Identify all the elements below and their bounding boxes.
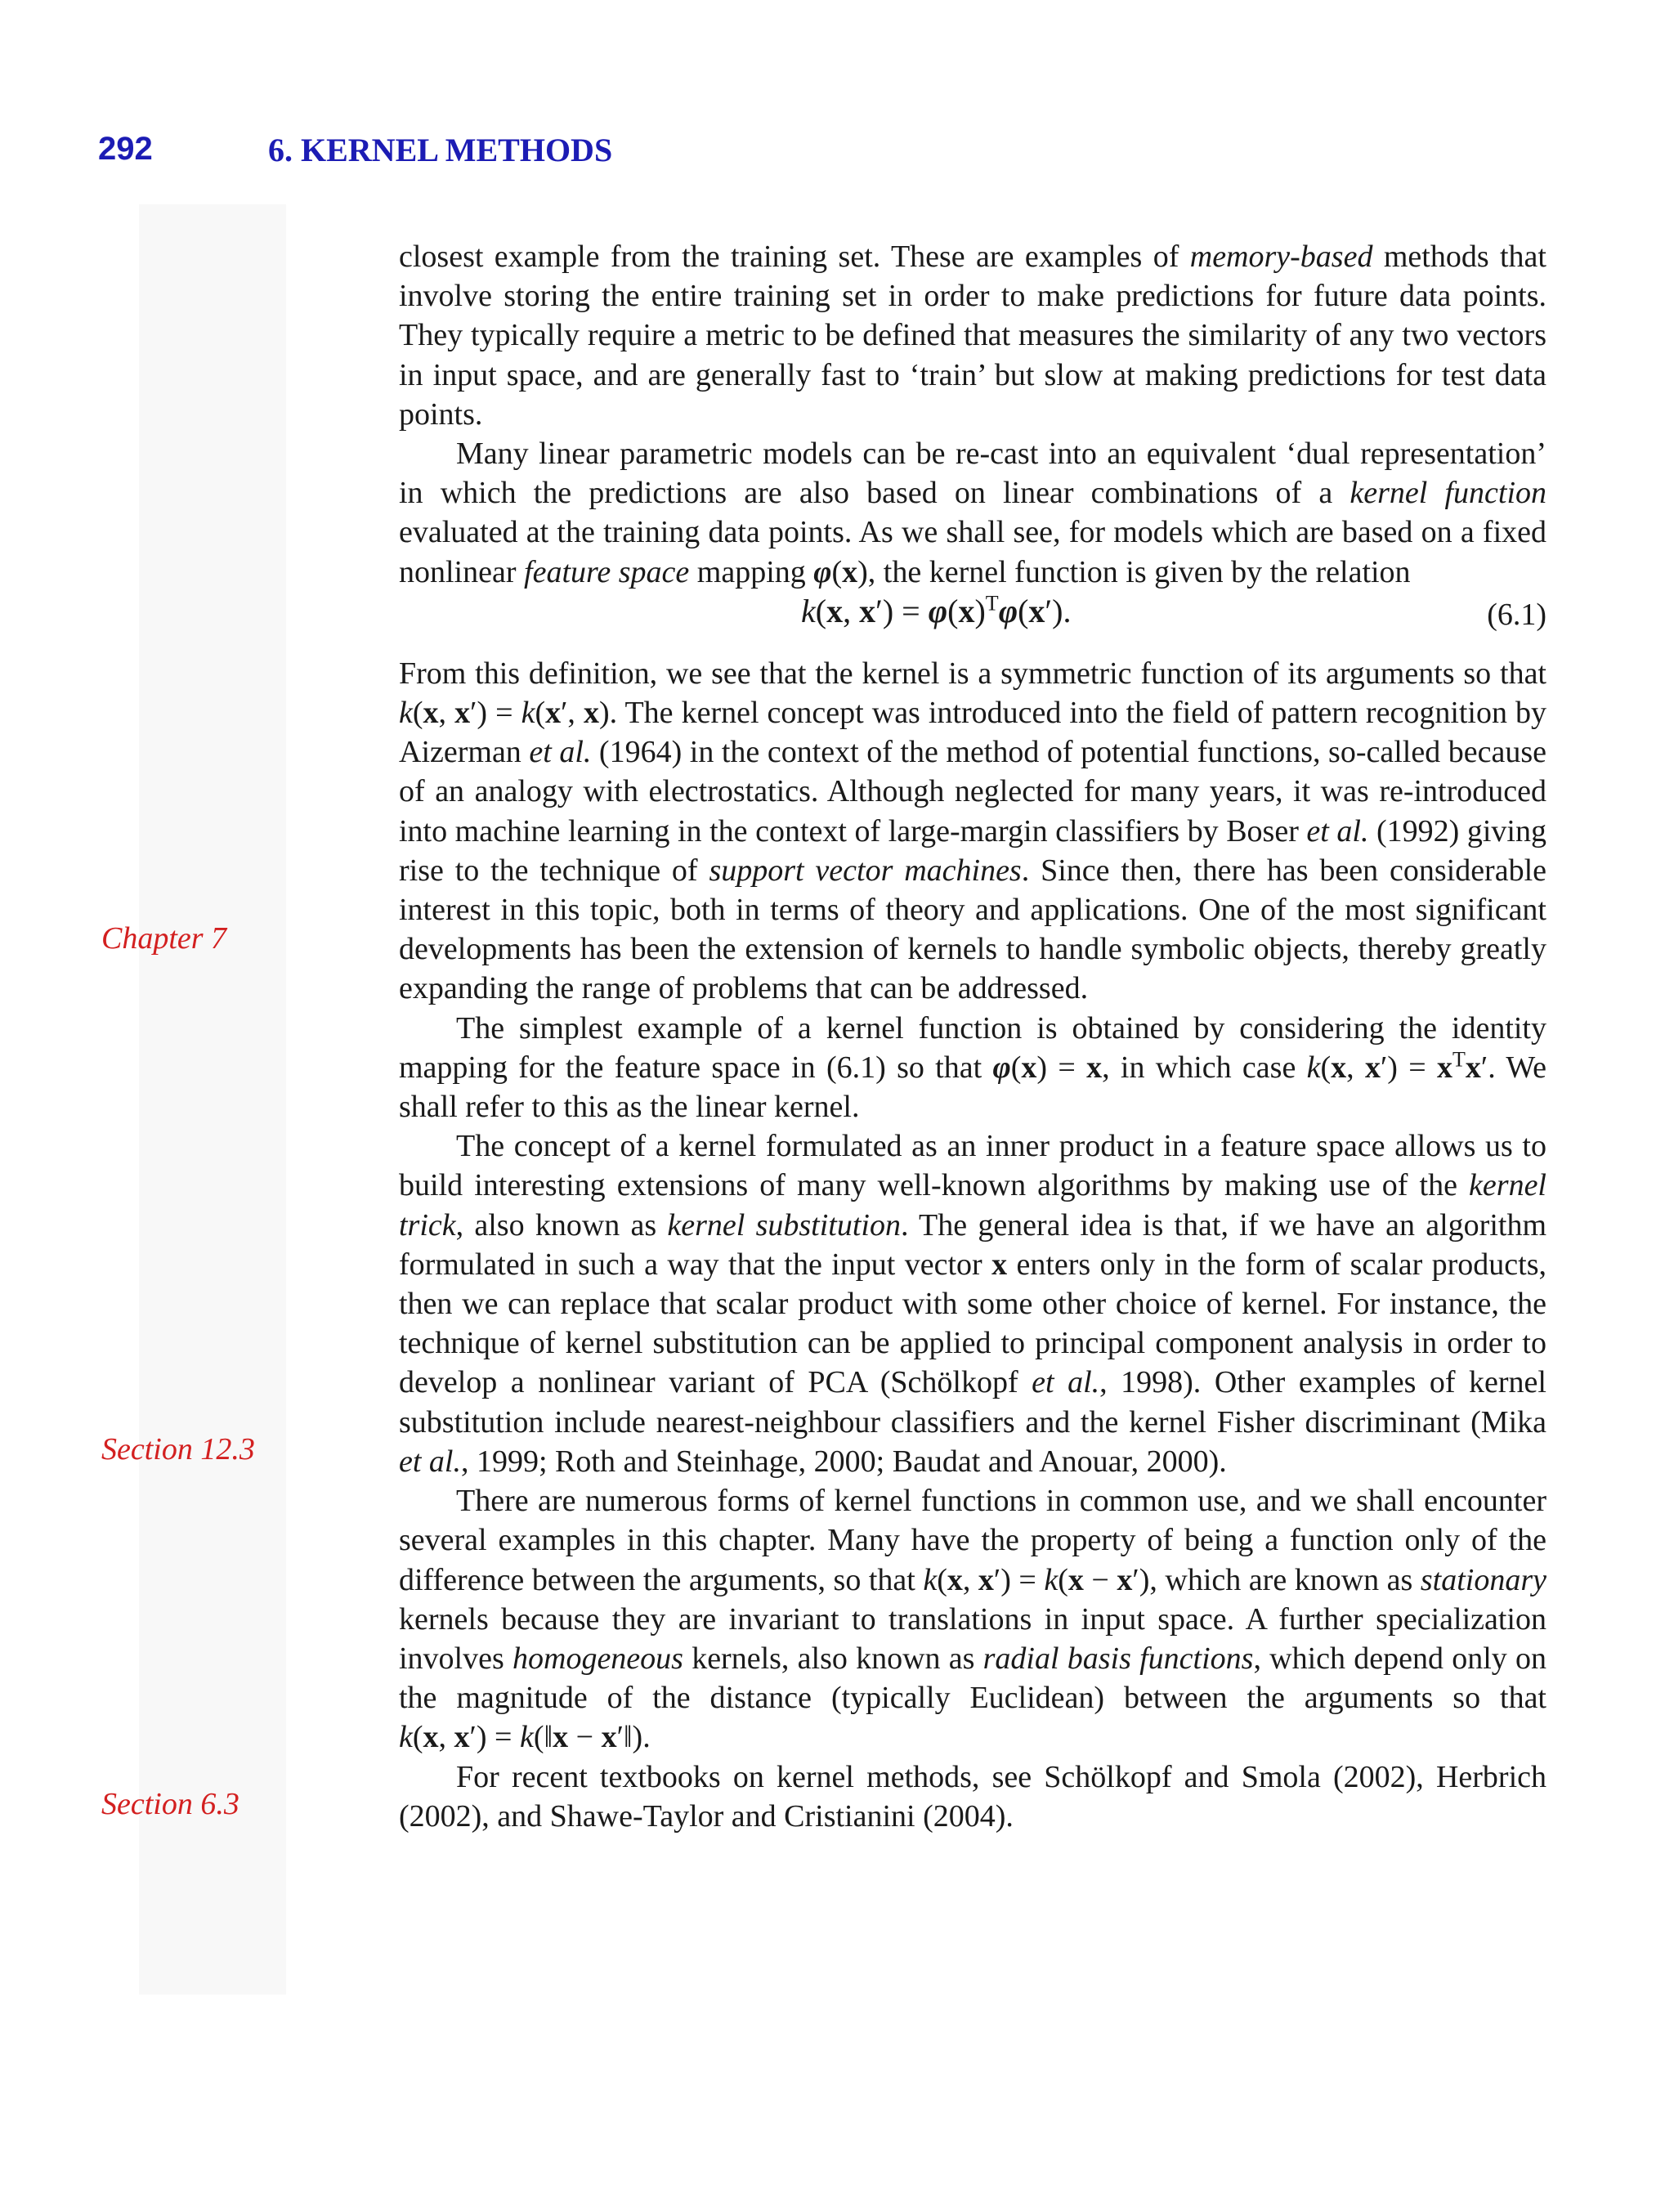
margin-ref-section-12-3[interactable]: Section 12.3	[101, 1432, 255, 1466]
paragraph-1: closest example from the training set. These are examples of memory-based methods that involve storing the entire training set in order to make predictions for future data points. They typically require a metric to be defined that measures the similarity of any two vectors in input space, and are generally fast to ‘train’ but slow at making predictions for test data points.	[399, 240, 1546, 432]
page-number: 292	[98, 131, 153, 167]
paragraph-5: The concept of a kernel formulated as an inner product in a feature space allows us to build interesting extensions of many well-known algorithms by making use of the kernel trick, also known as kernel substitution. The general idea is that, if we have an algorithm formulated in such a way that the input vector x enters only in the form of scalar products, then we can replace that scalar product with some other choice of kernel. For instance, the technique of kernel substitution can be applied to principal component analysis in order to develop a nonlinear variant of PCA (Schölkopf et al., 1998). Other examples of kernel substitution include nearest-neighbour classifiers and the kernel Fisher discriminant (Mika et al., 1999; Roth and Steinhage, 2000; Baudat and Anouar, 2000).	[399, 1129, 1546, 1479]
chapter-title: 6. KERNEL METHODS	[268, 132, 613, 168]
math-phi-x: φ(x)	[813, 554, 868, 589]
paragraph-6: There are numerous forms of kernel functions in common use, and we shall encounter several examples in this chapter. Many have the property of being a function only of the difference between the arguments, so that k(x, x′) = k(x − x′), which are known as stationary kernels because they are invariant to translations in input space. A further specialization involves homogeneous kernels, also known as radial basis functions, which depend only on the magnitude of the distance (typically Euclidean) between the arguments so that k(x, x′) = k(‖x − x′‖).	[399, 1484, 1546, 1755]
equation-6-1	[399, 592, 1546, 638]
math-x: x	[991, 1247, 1008, 1282]
math-linear-kernel-lhs: k(x, x′) =	[1306, 1050, 1426, 1085]
equation-number: (6.1)	[1487, 597, 1546, 632]
paragraph-4: The simplest example of a kernel function is obtained by considering the identity mapping for the feature space in (6.1) so that φ(x) = x, in which case k(x, $x') = x^Tx'$. We shall refer to this as the linear kernel.	[399, 1010, 1547, 1125]
math-kernel-symmetry: k(x, x′) = k(x′, x)	[399, 696, 610, 731]
paragraph-2: Many linear parametric models can be re-cast into an equivalent ‘dual representation’ in which the predictions are also based on linear combinations of a kernel function evaluated at the training data points. As we shall see, for models which are based on a fixed nonlinear feature space mapping φ(x), the kernel function is given by the relation	[399, 437, 1547, 589]
paragraph-7: For recent textbooks on kernel methods, see Schölkopf and Smola (2002), Herbrich (2002), and Shawe-Taylor and Cristianini (2004).	[399, 1759, 1546, 1834]
body-text	[399, 237, 1546, 1836]
equation-body: k(x, $x') = \varphi(x)^T\varphi(x')$.	[801, 591, 1072, 629]
math-radial-kernel: k(x, x′) = k(‖x − x′‖)	[399, 1720, 643, 1755]
margin-strip	[139, 204, 286, 1995]
margin-ref-section-6-3[interactable]: Section 6.3	[101, 1787, 239, 1821]
math-stationary-kernel: k(x, x′) = k(x − x′)	[923, 1562, 1150, 1597]
margin-ref-chapter-7[interactable]: Chapter 7	[101, 921, 227, 956]
math-linear-kernel-rhs: $x^Tx'$	[1437, 1047, 1488, 1085]
math-identity-mapping: φ(x) = x	[992, 1050, 1103, 1085]
paragraph-3: From this definition, we see that the kernel is a symmetric function of its arguments so that k(x, x′) = k(x′, x). The kernel concept was introduced into the field of pattern recognition by Aizerman et al. (1964) in the context of the method of potential functions, so-called because of an analogy with electrostatics. Although neglected for many years, it was re-introduced into machine learning in the context of large-margin classifiers by Boser et al. (1992) giving rise to the technique of support vector machines. Since then, there has been considerable interest in this topic, both in terms of theory and applications. One of the most significant developments has been the extension of kernels to handle symbolic objects, thereby greatly expanding the range of problems that can be addressed.	[399, 656, 1547, 1006]
